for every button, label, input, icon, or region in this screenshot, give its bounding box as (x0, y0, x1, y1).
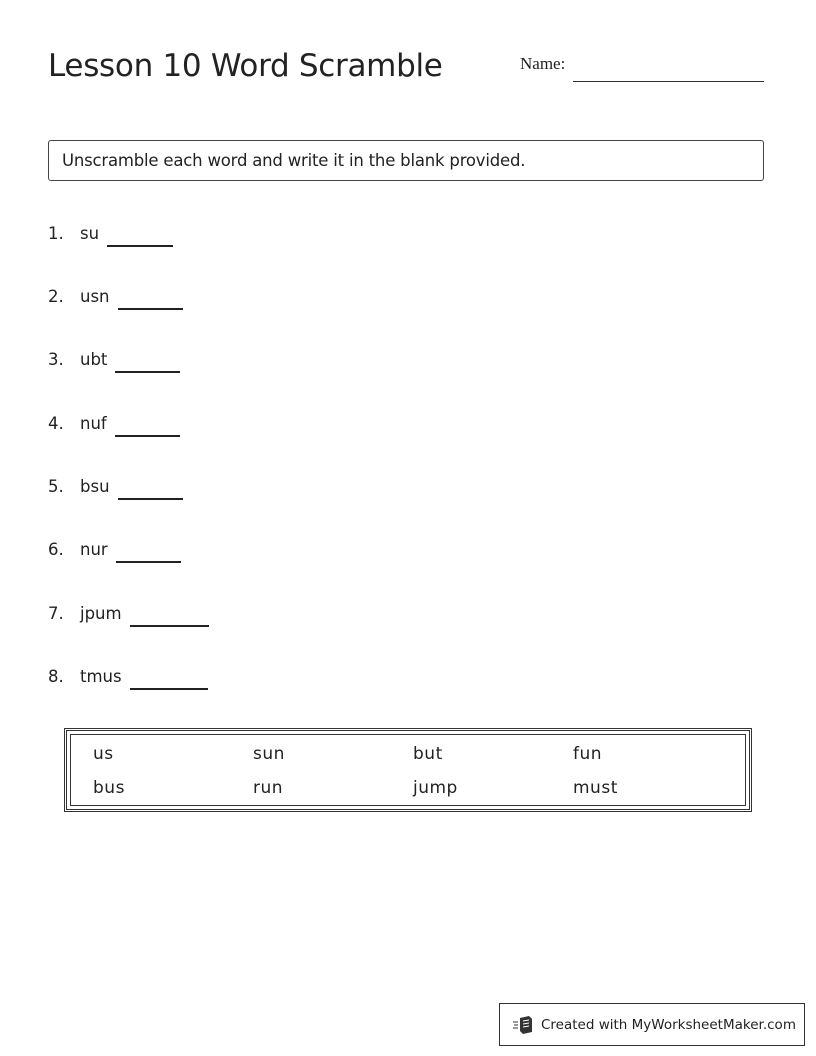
question-item (48, 604, 209, 623)
word-bank-item: run (253, 778, 284, 798)
instructions-text: Unscramble each word and write it in the blank provided. (62, 151, 526, 170)
scrambled-word: nuf (80, 414, 107, 433)
question-number: 3. (48, 350, 64, 369)
page-title: Lesson 10 Word Scramble (48, 48, 443, 84)
question-item (48, 414, 180, 433)
scrambled-word: usn (80, 287, 110, 306)
question-item (48, 224, 173, 243)
question-item (48, 477, 183, 496)
question-item (48, 667, 208, 686)
word-bank-item: must (573, 778, 618, 798)
word-bank-item: fun (573, 744, 603, 764)
question-number: 7. (48, 604, 64, 623)
scrambled-word: nur (80, 540, 108, 559)
word-bank-item: us (93, 744, 114, 764)
question-number: 8. (48, 667, 64, 686)
word-bank (64, 728, 752, 812)
question-number: 6. (48, 540, 64, 559)
footer-text: Created with MyWorksheetMaker.com (541, 1016, 796, 1033)
question-number: 2. (48, 287, 64, 306)
scrambled-word: su (80, 224, 100, 243)
scrambled-word: bsu (80, 477, 110, 496)
answer-blank[interactable] (130, 688, 208, 690)
name-blank-line[interactable] (573, 81, 764, 82)
instructions-box (48, 140, 764, 181)
answer-blank[interactable] (107, 245, 173, 247)
answer-blank[interactable] (118, 498, 183, 500)
question-item (48, 287, 183, 306)
answer-blank[interactable] (130, 625, 209, 627)
word-bank-item: sun (253, 744, 285, 764)
word-bank-item: jump (413, 778, 458, 798)
scrambled-word: tmus (80, 667, 122, 686)
answer-blank[interactable] (116, 561, 181, 563)
name-label: Name: (520, 54, 566, 73)
scrambled-word: jpum (80, 604, 122, 623)
question-number: 5. (48, 477, 64, 496)
question-item (48, 350, 180, 369)
question-number: 1. (48, 224, 64, 243)
scrambled-word: ubt (80, 350, 108, 369)
question-item (48, 540, 181, 559)
word-bank-item: bus (93, 778, 125, 798)
word-bank-item: but (413, 744, 443, 764)
name-field (520, 54, 764, 74)
worksheet-maker-logo-icon (512, 1015, 534, 1035)
answer-blank[interactable] (115, 435, 180, 437)
footer-credit[interactable] (499, 1003, 805, 1046)
question-number: 4. (48, 414, 64, 433)
answer-blank[interactable] (118, 308, 183, 310)
answer-blank[interactable] (115, 371, 180, 373)
